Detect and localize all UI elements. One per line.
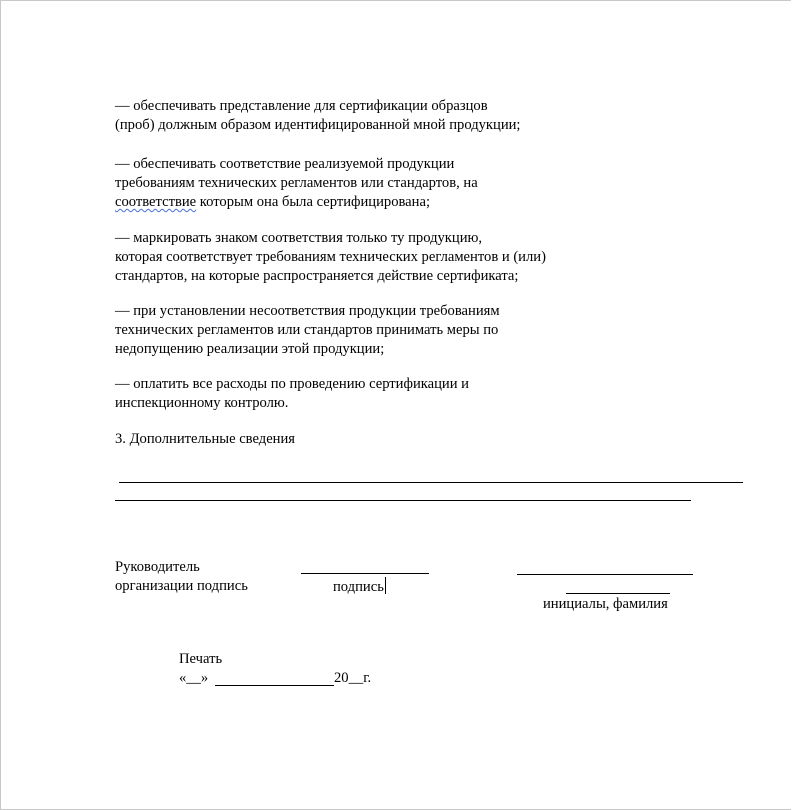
signature-label: подпись	[333, 579, 384, 595]
obligation-line: стандартов, на которые распространяется действие сертификата;	[115, 268, 519, 284]
stamp-label: Печать	[179, 651, 223, 667]
head-title-label: Руководитель	[115, 559, 200, 575]
date-day-field: «__»	[179, 670, 209, 686]
spellcheck-flagged-word[interactable]: соответствие	[115, 194, 197, 210]
obligation-line: которая соответствует требованиям технических регламентов и (или)	[115, 249, 546, 265]
obligation-line: — обеспечивать представление для сертификации образцов	[115, 98, 488, 114]
name-blank-line[interactable]	[517, 574, 693, 575]
signature-blank-line[interactable]	[301, 573, 429, 574]
obligation-line: технических регламентов или стандартов принимать меры по	[115, 322, 499, 338]
obligation-line: инспекционному контролю.	[115, 395, 289, 411]
obligation-paragraph-5	[115, 375, 469, 413]
additional-info-heading: 3. Дополнительные сведения	[115, 431, 295, 447]
text-cursor	[385, 577, 386, 594]
date-year-field: 20__г.	[334, 670, 372, 686]
obligation-line: (проб) должным образом идентифицированной мной продукции;	[115, 117, 521, 133]
obligation-line: — оплатить все расходы по проведению сертификации и	[115, 376, 469, 392]
obligation-line: — обеспечивать соответствие реализуемой продукции	[115, 156, 455, 172]
obligation-paragraph-4	[115, 302, 500, 359]
obligation-paragraph-1	[115, 97, 521, 135]
signature-label-wrap	[333, 577, 386, 597]
initials-blank-line[interactable]	[566, 593, 670, 594]
obligation-line-rest: которым она была сертифицирована;	[196, 194, 431, 210]
obligation-line	[115, 193, 478, 212]
initials-label: инициалы, фамилия	[543, 596, 668, 612]
obligation-line: — маркировать знаком соответствия только ту продукцию,	[115, 230, 483, 246]
head-org-label: организации подпись	[115, 578, 248, 594]
additional-info-blank-line-2[interactable]	[115, 500, 691, 501]
obligation-paragraph-3	[115, 229, 546, 286]
date-month-blank-line[interactable]	[215, 685, 334, 686]
obligation-line: требованиям технических регламентов или стандартов, на	[115, 175, 478, 191]
obligation-paragraph-2	[115, 155, 478, 212]
obligation-line: — при установлении несоответствия продукции требованиям	[115, 303, 500, 319]
obligation-line: недопущению реализации этой продукции;	[115, 341, 385, 357]
additional-info-blank-line-1[interactable]	[119, 482, 743, 483]
